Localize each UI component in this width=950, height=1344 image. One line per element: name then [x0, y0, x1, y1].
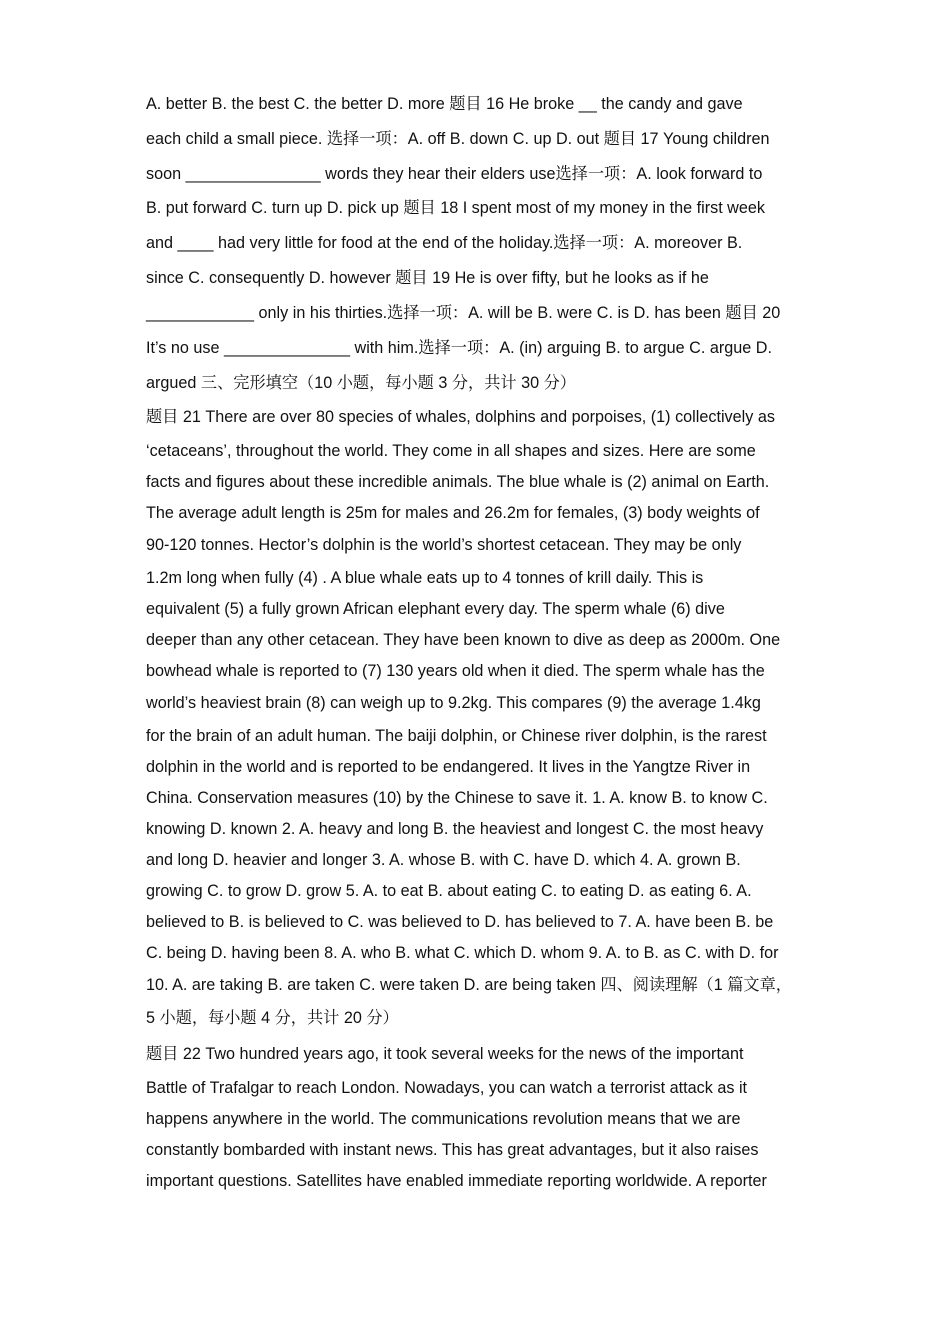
text-line: each child a small piece. 选择一项：A. off B. down C. up D. out 题目 17 Young children	[146, 130, 770, 148]
text-line: 题目 22 Two hundred years ago, it took several weeks for the news of the important	[146, 1045, 744, 1063]
text-line: A. better B. the best C. the better D. more 题目 16 He broke __ the candy and gave	[146, 95, 743, 113]
text-line: soon _______________ words they hear their elders use选择一项：A. look forward to	[146, 165, 763, 183]
text-line: believed to B. is believed to C. was believed to D. has believed to 7. A. have been B. be	[146, 913, 774, 931]
text-line: important questions. Satellites have enabled immediate reporting worldwide. A reporter	[146, 1172, 767, 1190]
text-line: growing C. to grow D. grow 5. A. to eat B. about eating C. to eating D. as eating 6. A.	[146, 882, 752, 900]
text-line: Battle of Trafalgar to reach London. Nowadays, you can watch a terrorist attack as it	[146, 1079, 748, 1097]
text-line: It’s no use ______________ with him.选择一项：A. (in) arguing B. to argue C. argue D.	[146, 339, 772, 357]
text-line: happens anywhere in the world. The communications revolution means that we are	[146, 1110, 741, 1128]
text-line: B. put forward C. turn up D. pick up 题目 18 I spent most of my money in the first week	[146, 199, 765, 217]
text-line: ____________ only in his thirties.选择一项：A. will be B. were C. is D. has been 题目 20	[146, 304, 781, 322]
text-line: China. Conservation measures (10) by the Chinese to save it. 1. A. know B. to know C.	[146, 789, 768, 807]
text-line: 5 小题，每小题 4 分，共计 20 分）	[146, 1009, 399, 1027]
text-line: constantly bombarded with instant news. This has great advantages, but it also raises	[146, 1141, 759, 1159]
text-line: knowing D. known 2. A. heavy and long B. the heaviest and longest C. the most heavy	[146, 820, 764, 838]
text-line: The average adult length is 25m for males and 26.2m for females, (3) body weights of	[146, 504, 760, 522]
text-line: facts and figures about these incredible animals. The blue whale is (2) animal on Earth.	[146, 473, 770, 491]
text-line: and ____ had very little for food at the end of the holiday.选择一项：A. moreover B.	[146, 234, 743, 252]
text-line: deeper than any other cetacean. They have been known to dive as deep as 2000m. One	[146, 631, 781, 649]
text-line: 题目 21 There are over 80 species of whales, dolphins and porpoises, (1) collectively as	[146, 408, 775, 426]
text-line: and long D. heavier and longer 3. A. whose B. with C. have D. which 4. A. grown B.	[146, 851, 741, 869]
text-line: since C. consequently D. however 题目 19 He is over fifty, but he looks as if he	[146, 269, 709, 287]
text-line: ‘cetaceans’, throughout the world. They come in all shapes and sizes. Here are some	[146, 442, 756, 460]
text-line: C. being D. having been 8. A. who B. what C. which D. whom 9. A. to B. as C. with D. for	[146, 944, 779, 962]
section-heading-cloze: argued 三、完形填空（10 小题，每小题 3 分，共计 30 分）	[146, 374, 576, 392]
text-line: bowhead whale is reported to (7) 130 years old when it died. The sperm whale has the	[146, 662, 765, 680]
section-heading-reading: 10. A. are taking B. are taken C. were taken D. are being taken 四、阅读理解（1 篇文章，	[146, 976, 792, 994]
text-line: 90-120 tonnes. Hector’s dolphin is the world’s shortest cetacean. They may be only	[146, 536, 742, 554]
text-line: 1.2m long when fully (4) . A blue whale eats up to 4 tonnes of krill daily. This is	[146, 569, 704, 587]
text-line: world’s heaviest brain (8) can weigh up to 9.2kg. This compares (9) the average 1.4kg	[146, 694, 761, 712]
text-line: for the brain of an adult human. The baiji dolphin, or Chinese river dolphin, is the rarest	[146, 727, 767, 745]
text-line: equivalent (5) a fully grown African elephant every day. The sperm whale (6) dive	[146, 600, 725, 618]
text-line: dolphin in the world and is reported to be endangered. It lives in the Yangtze River in	[146, 758, 751, 776]
